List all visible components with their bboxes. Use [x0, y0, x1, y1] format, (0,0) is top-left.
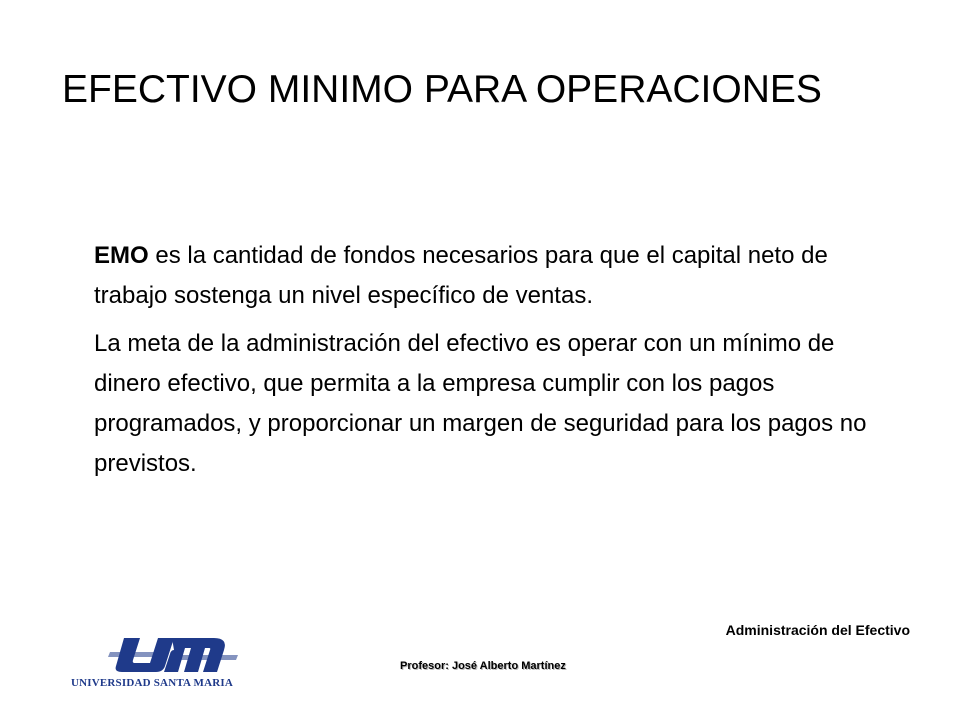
- university-logo: [52, 628, 252, 698]
- footer-professor: Profesor: José Alberto Martínez: [400, 660, 566, 672]
- term-emo: EMO: [94, 242, 149, 269]
- emo-definition-text: es la cantidad de fondos necesarios para que el capital neto de trabajo sostenga un nivel específico de ventas.: [94, 242, 828, 309]
- slide-body: [94, 236, 874, 484]
- paragraph-cash-management-goal: La meta de la administración del efectivo es operar con un mínimo de dinero efectivo, que permita a la empresa cumplir con los pagos programados, y proporcionar un margen de seguridad para los pagos no previstos.: [94, 330, 867, 477]
- usm-logo-icon: [106, 628, 242, 676]
- paragraph-emo-definition: [94, 236, 874, 316]
- university-name: UNIVERSIDAD SANTA MARIA: [70, 677, 234, 689]
- slide-title: EFECTIVO MINIMO PARA OPERACIONES: [62, 68, 822, 111]
- footer-section-title: Administración del Efectivo: [725, 622, 910, 638]
